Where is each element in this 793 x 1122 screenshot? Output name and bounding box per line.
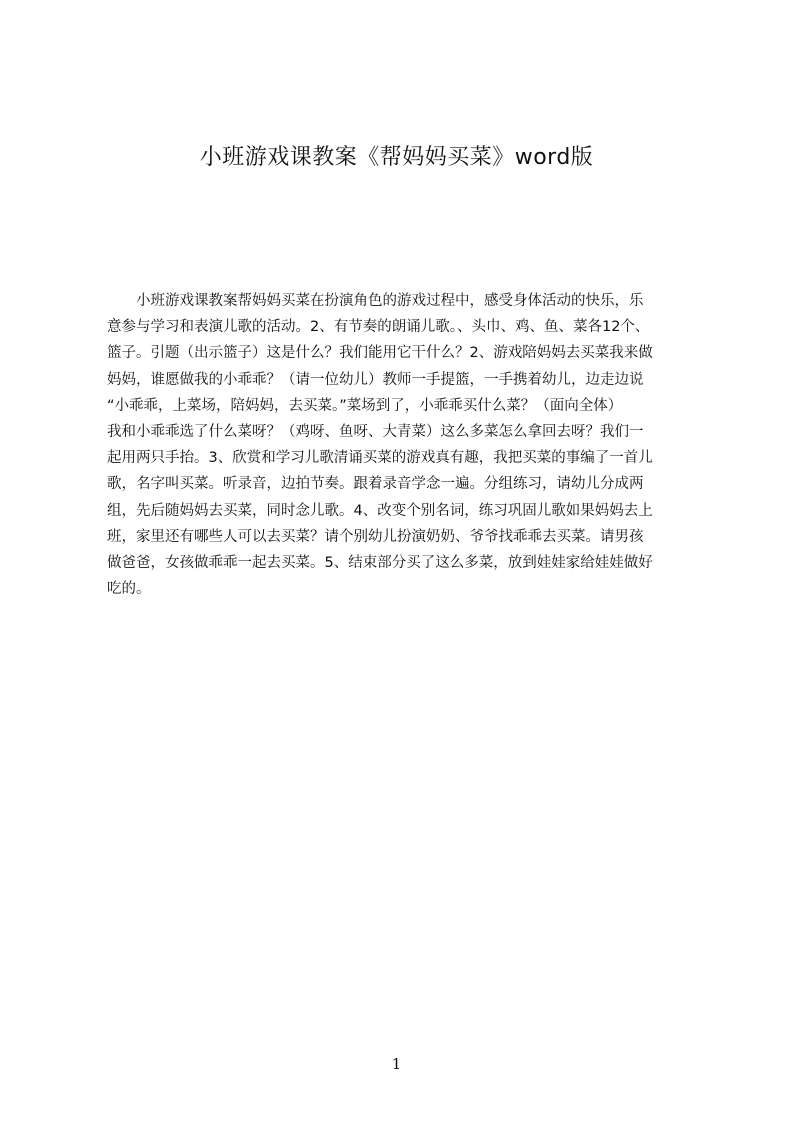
body-line: 小班游戏课教案帮妈妈买菜在扮演角色的游戏过程中，感受身体活动的快乐，乐 [107,293,644,309]
document-title: 小班游戏课教案《帮妈妈买菜》word版 [199,145,594,170]
body-line: 做爸爸，女孩做乖乖一起去买菜。5、结束部分买了这么多菜，放到娃娃家给娃娃做好 [107,554,653,571]
body-line: 妈妈，谁愿做我的小乖乖？（请一位幼儿）教师一手提篮，一手携着幼儿，边走边说 [107,371,644,388]
body-line: “小乖乖，上菜场，陪妈妈，去买菜。”菜场到了，小乖乖买什么菜？（面向全体） [107,397,623,414]
body-line: 我和小乖乖选了什么菜呀？（鸡呀、鱼呀、大青菜）这么多菜怎么拿回去呀？我们一 [107,423,644,440]
body-line: 篮子。引题（出示篮子）这是什么？我们能用它干什么？2、游戏陪妈妈去买菜我来做 [107,345,653,362]
document-body [107,288,699,608]
page-number: 1 [391,1055,402,1073]
body-line: 组，先后随妈妈去买菜，同时念儿歌。4、改变个别名词，练习巩固儿歌如果妈妈去上 [107,502,653,519]
body-line: 意参与学习和表演儿歌的活动。2、有节奏的朗诵儿歌。、头巾、鸡、鱼、菜各12个、 [107,319,650,336]
body-line: 歌，名字叫买菜。听录音，边拍节奏。跟着录音学念一遍。分组练习，请幼儿分成两 [107,476,644,493]
body-line: 起用两只手抬。3、欣赏和学习儿歌清诵买菜的游戏真有趣，我把买菜的事编了一首儿 [107,450,653,467]
body-line: 吃的。 [107,581,151,598]
body-line: 班，家里还有哪些人可以去买菜？请个别幼儿扮演奶奶、爷爷找乖乖去买菜。请男孩 [107,528,644,545]
